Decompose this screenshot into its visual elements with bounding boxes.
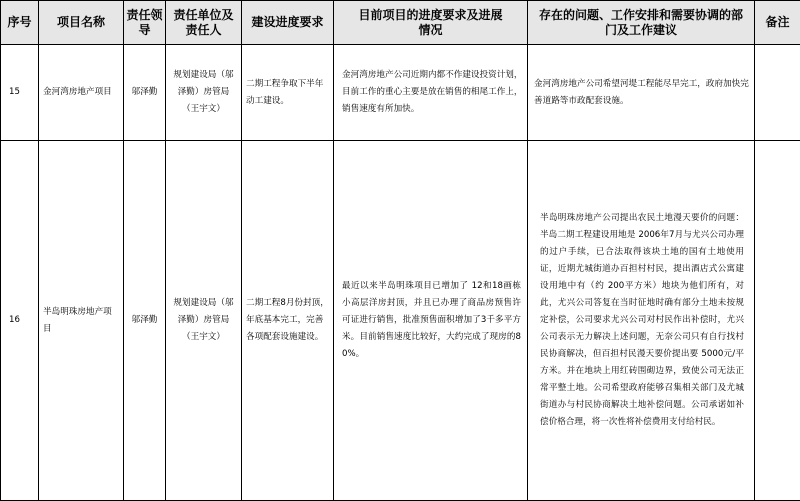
header-name: 项目名称 — [39, 1, 124, 45]
row-issues: 半岛明珠房地产公司提出农民土地漫天要价的问题：半岛二期工程建设用地是 2006年7月与尤兴公司办理的过户手续，已合法取得该块土地的国有土地使用证，近期尤城街道办百担村村民，提出酒店式公寓建设用地中有（约 200平方米）地块为他们所有，对此，尤兴公司答复在当时征地时确有部分土地未按规定补偿，公司要求尤兴公司对村民作出补偿时，尤兴公司表示无力解决上述问题，无奈公司只有自行找村民协商解决，但百担村民漫天要价提出要 5000元/平方米。并在地块上用红砖围砌边界，致使公司无法正常平整土地。公司希望政府能够召集相关部门及尤城街道办与村民协商解决土地补偿问题。公司承诺如补偿价格合理，将一次性将补偿费用支付给村民。 — [528, 141, 755, 501]
row-requirement: 二期工程争取下半年动工建设。 — [242, 45, 334, 141]
header-seq: 序号 — [1, 1, 39, 45]
row-leader: 邬泽勤 — [124, 45, 166, 141]
row-progress: 金河湾房地产公司近期内都不作建设投资计划，目前工作的重心主要是放在销售的相尾工作上，销售速度有所加快。 — [334, 45, 528, 141]
row-seq: 16 — [1, 141, 39, 501]
row-remark — [755, 141, 800, 501]
row-leader: 邬泽勤 — [124, 141, 166, 501]
header-requirement: 建设进度要求 — [242, 1, 334, 45]
row-name: 半岛明珠房地产项目 — [39, 141, 124, 501]
header-issues: 存在的问题、工作安排和需要协调的部门及工作建议 — [528, 1, 755, 45]
header-remark: 备注 — [755, 1, 800, 45]
table-row — [1, 45, 800, 141]
row-name: 金河湾房地产项目 — [39, 45, 124, 141]
row-unit: 规划建设局（邬泽勤）房管局（王宇文） — [166, 141, 242, 501]
row-issues: 金河湾房地产公司希望河堤工程能尽早完工，政府加快完善道路等市政配套设施。 — [528, 45, 755, 141]
header-leader: 责任领导 — [124, 1, 166, 45]
header-row — [1, 1, 800, 45]
row-requirement: 二期工程8月份封顶，年底基本完工，完善各项配套设施建设。 — [242, 141, 334, 501]
header-unit: 责任单位及责任人 — [166, 1, 242, 45]
row-seq: 15 — [1, 45, 39, 141]
row-remark — [755, 45, 800, 141]
row-progress: 最近以来半岛明珠项目已增加了 12和18画栋小高层洋房封顶，并且已办理了商品房预售许可证进行销售，批准预售面积增加了3千多平方米。目前销售速度比较好，大约完成了现房的80%。 — [334, 141, 528, 501]
table-row — [1, 141, 800, 501]
row-unit: 规划建设局（邬泽勤）房管局（王宇文） — [166, 45, 242, 141]
header-progress: 目前项目的进度要求及进展情况 — [334, 1, 528, 45]
